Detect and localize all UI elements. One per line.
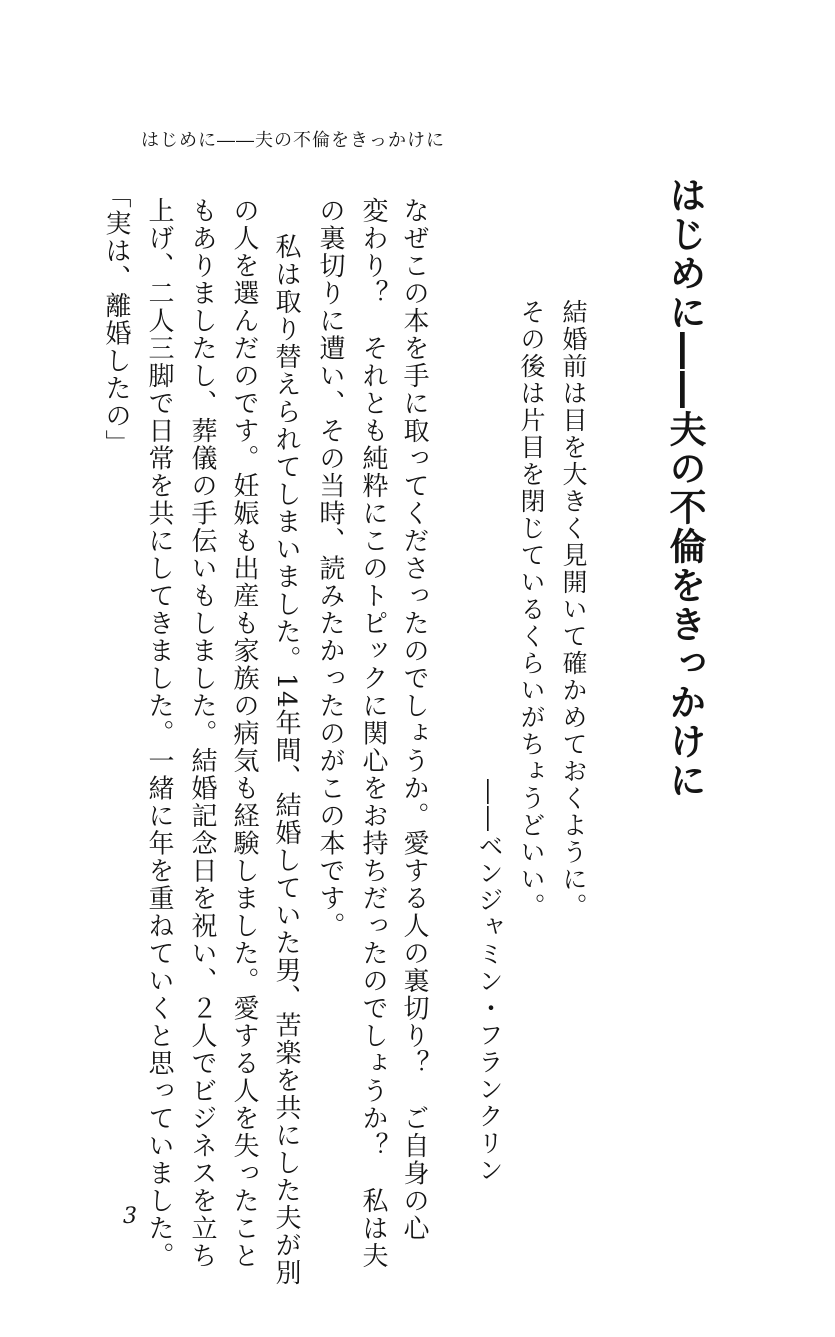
running-header: はじめに――夫の不倫をきっかけに: [141, 130, 445, 151]
body-line: 私は取り替えられてしまいました。14年間、結婚していた男、苦楽を共にした夫が別: [271, 233, 301, 1287]
epigraph-line: その後は片目を閉じているくらいがちょうどいい。: [517, 299, 546, 920]
body-line: の裏切りに遭い、その当時、読みたかったのがこの本です。: [315, 197, 345, 940]
chapter-title: はじめに――夫の不倫をきっかけに: [663, 176, 706, 800]
body-line: 上げ、二人三脚で日常を共にしてきました。一緒に年を重ねていくと思っていました。: [144, 197, 174, 1270]
page-number: 3: [123, 1204, 137, 1229]
body-line: 「実は、離婚したの」: [101, 182, 131, 457]
body-line: もありましたし、葬儀の手伝いもしました。結婚記念日を祝い、２人でビジネスを立ち: [187, 197, 217, 1270]
body-line: の人を選んだのです。妊娠も出産も家族の病気も経験しました。愛する人を失ったこと: [229, 197, 259, 1270]
body-line: 変わり？ それとも純粋にこのトピックに関心をお持ちだったのでしょうか？ 私は夫: [358, 197, 388, 1270]
epigraph-line: 結婚前は目を大きく見開いて確かめておくように。: [559, 299, 588, 920]
body-line: なぜこの本を手に取ってくださったのでしょうか。愛する人の裏切り？ ご自身の心: [399, 197, 429, 1242]
epigraph-attribution: ――ベンジャミン・フランクリン: [475, 779, 504, 1184]
